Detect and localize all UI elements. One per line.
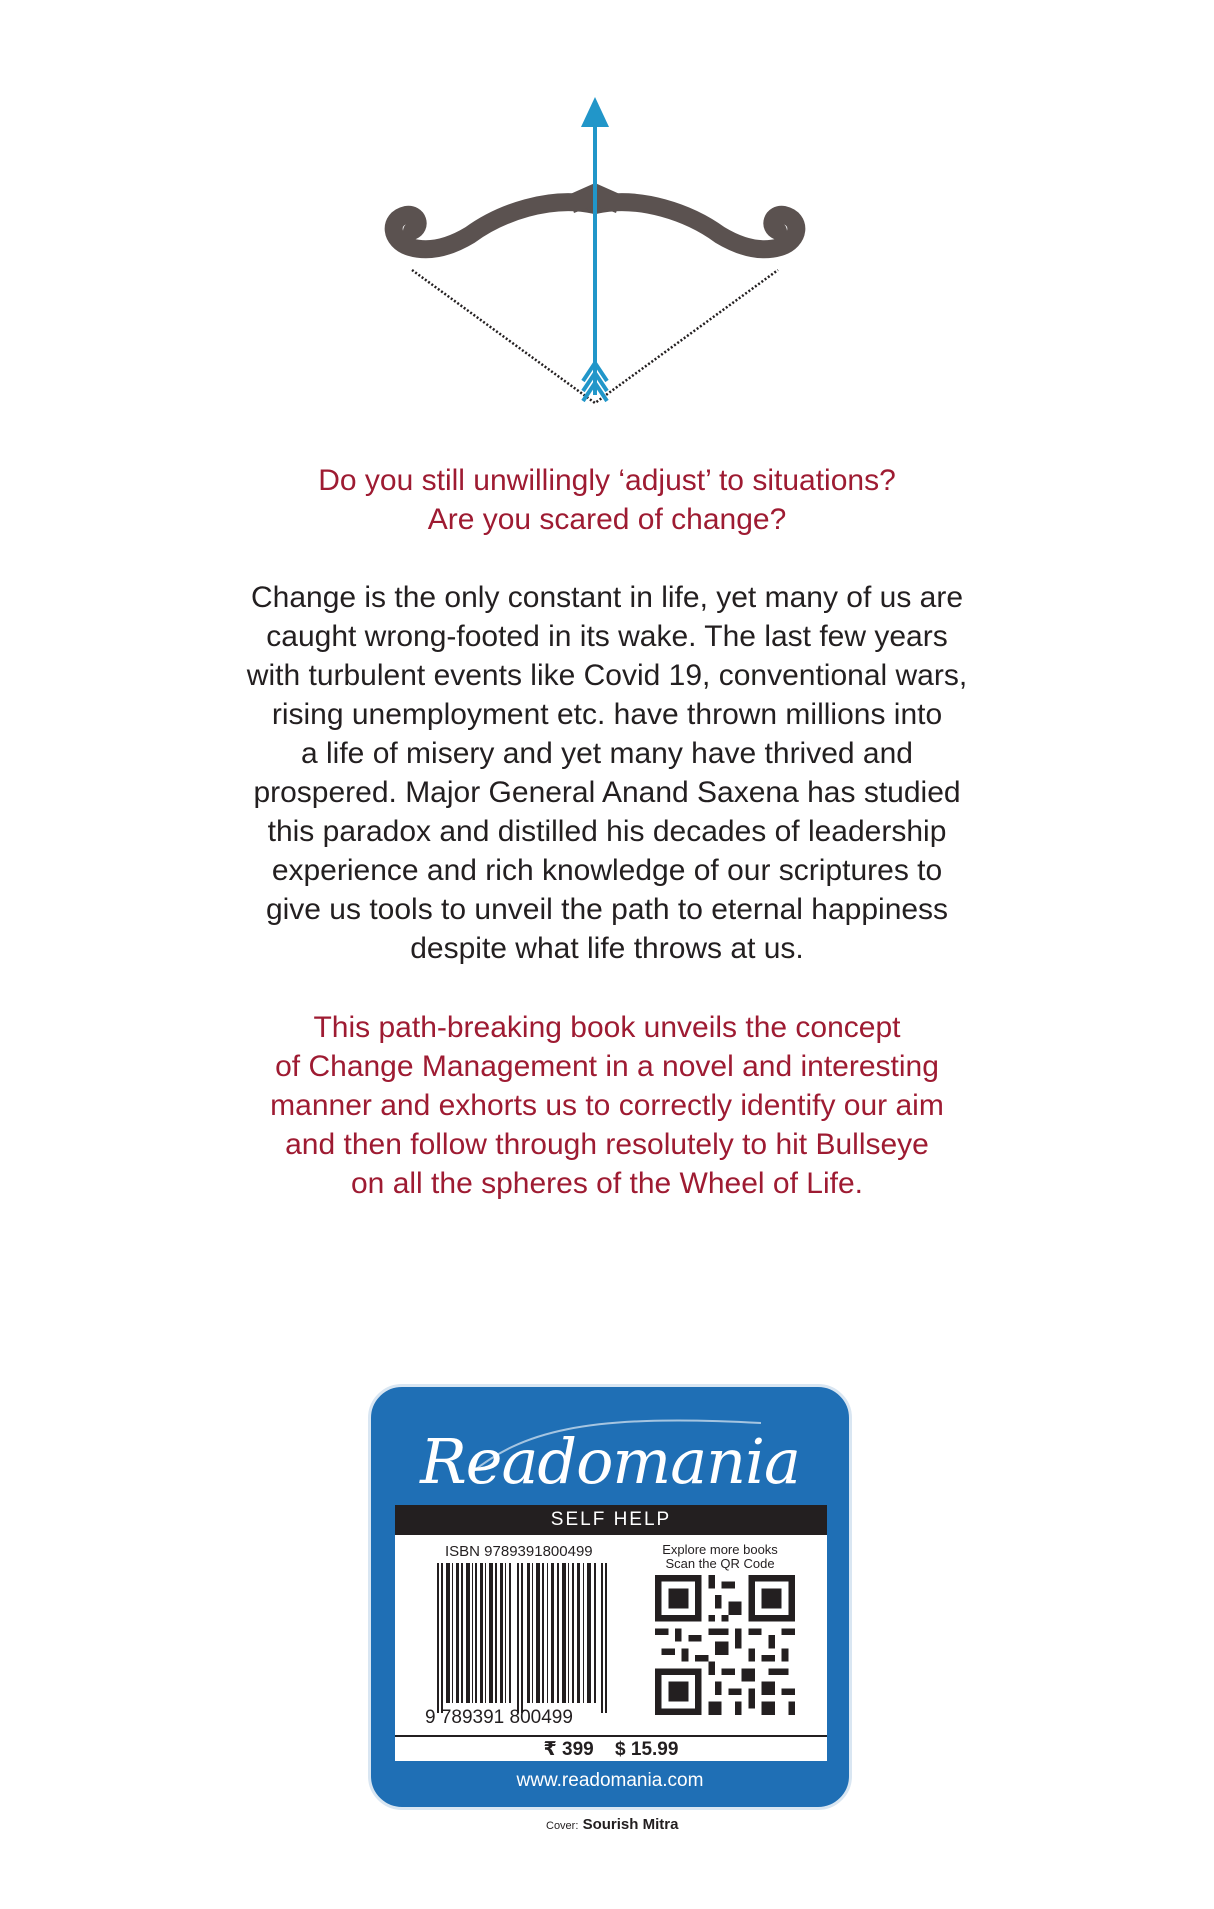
price-inr: ₹ 399 bbox=[543, 1739, 594, 1760]
qr-caption-line: Explore more books bbox=[662, 1542, 778, 1557]
price-usd: $ 15.99 bbox=[615, 1739, 679, 1760]
description-line: a life of misery and yet many have thrived and bbox=[301, 737, 913, 770]
publisher-website-link[interactable]: www.readomania.com bbox=[516, 1770, 704, 1791]
bow-right-limb bbox=[595, 202, 796, 249]
credit-prefix: Cover: bbox=[546, 1820, 579, 1832]
description-line: experience and rich knowledge of our scriptures to bbox=[271, 854, 943, 887]
book-pitch bbox=[200, 1008, 1014, 1203]
qr-code-icon[interactable] bbox=[655, 1575, 795, 1715]
price-row bbox=[395, 1735, 827, 1763]
credit-name: Sourish Mitra bbox=[582, 1816, 679, 1833]
barcode-panel bbox=[395, 1535, 827, 1761]
publisher-label bbox=[368, 1384, 852, 1810]
isbn-text: ISBN 9789391800499 bbox=[445, 1543, 593, 1560]
genre-band: SELF HELP bbox=[395, 1505, 827, 1535]
description-line: caught wrong-footed in its wake. The last few years bbox=[266, 620, 948, 653]
description-line: Change is the only constant in life, yet many of us are bbox=[250, 581, 964, 614]
cover-credit bbox=[546, 1816, 678, 1833]
description-line: despite what life throws at us. bbox=[410, 932, 804, 965]
publisher-logo: Readomania bbox=[420, 1425, 800, 1498]
opening-questions bbox=[200, 461, 1014, 539]
question-line: Are you scared of change? bbox=[427, 503, 787, 536]
description-line: with turbulent events like Covid 19, conventional wars, bbox=[246, 659, 968, 692]
pitch-line: manner and exhorts us to correctly identify our aim bbox=[270, 1089, 944, 1122]
pitch-line: and then follow through resolutely to hit Bullseye bbox=[285, 1128, 929, 1161]
pitch-line: This path-breaking book unveils the concept bbox=[313, 1011, 901, 1044]
bow-left-limb bbox=[394, 202, 595, 249]
description-line: prospered. Major General Anand Saxena has studied bbox=[253, 776, 961, 809]
qr-caption bbox=[635, 1543, 805, 1571]
pitch-line: on all the spheres of the Wheel of Life. bbox=[351, 1167, 863, 1200]
description-line: rising unemployment etc. have thrown millions into bbox=[271, 698, 943, 731]
question-line: Do you still unwillingly ‘adjust’ to situations? bbox=[318, 464, 896, 497]
barcode-icon bbox=[437, 1563, 607, 1713]
book-description bbox=[200, 578, 1014, 968]
description-line: give us tools to unveil the path to eternal happiness bbox=[265, 893, 949, 926]
pitch-line: of Change Management in a novel and interesting bbox=[275, 1050, 939, 1083]
description-line: this paradox and distilled his decades of leadership bbox=[267, 815, 947, 848]
arrow-head bbox=[581, 97, 609, 127]
qr-caption-line: Scan the QR Code bbox=[665, 1556, 775, 1571]
bow-and-arrow-illustration bbox=[370, 95, 830, 415]
bow-arrow-icon bbox=[370, 95, 830, 415]
barcode-digits: 9 789391 800499 bbox=[425, 1707, 573, 1728]
